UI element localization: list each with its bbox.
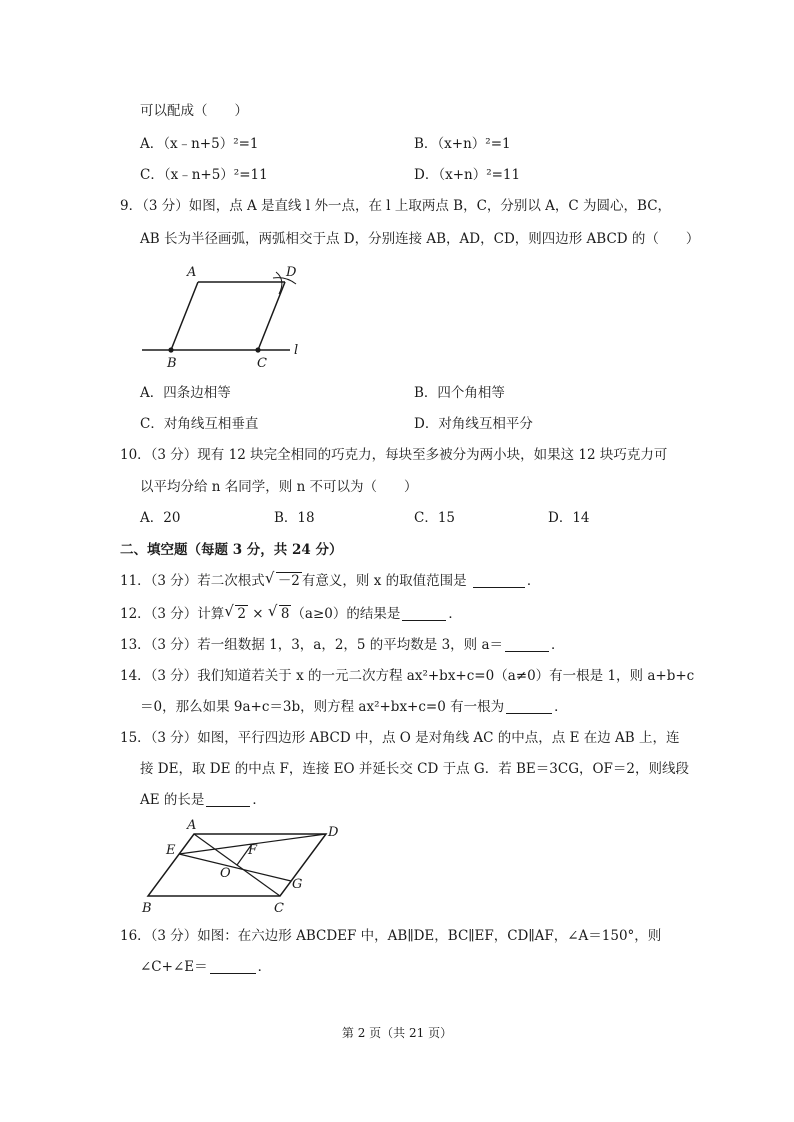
- q8-option-b-text: （x+n）²=1: [437, 136, 511, 152]
- q9-label-c: C: [257, 356, 267, 371]
- q14-line1: 14．（3 分）我们知道若关于 x 的一元二次方程 ax²+bx+c=0（a≠0）有一根是 1，则 a+b+c: [120, 668, 695, 684]
- q13: [120, 635, 565, 655]
- q13-answer-blank[interactable]: [505, 637, 549, 652]
- q11: [120, 571, 540, 591]
- q12-radical-1: [226, 604, 248, 624]
- q8-option-b-label: B．: [414, 136, 438, 152]
- q8-option-b: [414, 134, 511, 154]
- q16-answer-blank[interactable]: [210, 959, 256, 974]
- q8-option-c: [140, 165, 268, 185]
- q12: [120, 604, 462, 624]
- q11-radical: [267, 571, 302, 591]
- section-title-fill-in: 二、填空题（每题 3 分，共 24 分）: [120, 542, 343, 558]
- q9-segment-ab: [171, 282, 198, 350]
- q8-continuation: 可以配成（ ）: [140, 103, 248, 119]
- q14-line2: [140, 697, 568, 717]
- q12-times: ×: [252, 606, 264, 622]
- q13-end: ．: [551, 637, 565, 653]
- q12-answer-blank[interactable]: [402, 606, 446, 621]
- q8-option-d-text: （x+n）²=11: [438, 167, 521, 183]
- q11-suffix: 有意义，则 x 的取值范围是: [301, 573, 467, 589]
- q14-answer-blank[interactable]: [506, 699, 552, 714]
- q10-option-b: B．18: [274, 510, 315, 526]
- q15-answer-blank[interactable]: [206, 792, 250, 807]
- q9-point-b: [168, 347, 173, 352]
- q9-option-d: D．对角线互相平分: [414, 416, 533, 432]
- q9-point-c: [255, 347, 260, 352]
- q10-option-d: D．14: [548, 510, 590, 526]
- page-footer: 第 2 页（共 21 页）: [341, 1026, 453, 1040]
- q9-option-b: B．四个角相等: [414, 385, 505, 401]
- q9-line2: AB 长为半径画弧，两弧相交于点 D，分别连接 AB，AD，CD，则四边形 ABCD 的（ ）: [140, 231, 700, 247]
- q9-label-l: l: [294, 343, 299, 358]
- q15-label-f: F: [248, 843, 258, 858]
- q9-label-d: D: [286, 265, 297, 280]
- q9-line1: 9．（3 分）如图，点 A 是直线 l 外一点，在 l 上取两点 B，C，分别以 A，C 为圆心，BC，: [120, 198, 672, 214]
- q8-option-c-label: C．: [140, 167, 164, 183]
- q16-line2-text: ∠C+∠E＝: [140, 959, 208, 975]
- q9-option-c: C．对角线互相垂直: [140, 416, 259, 432]
- q11-answer-blank[interactable]: [473, 573, 525, 588]
- q8-option-c-text: （x﹣n+5）²=11: [163, 167, 268, 183]
- q8-option-a-text: （x﹣n+5）²=1: [163, 136, 259, 152]
- q15-line3: [140, 790, 266, 810]
- q15-end: ．: [252, 792, 266, 808]
- q9-figure: [130, 258, 330, 373]
- q9-option-a: A．四条边相等: [140, 385, 231, 401]
- q12-suffix: （a≥0）的结果是: [291, 606, 401, 622]
- q12-end: ．: [448, 606, 462, 622]
- q11-prefix: 11．（3 分）若二次根式: [120, 573, 265, 589]
- q15-label-e: E: [166, 843, 176, 858]
- q15-line3-text: AE 的长是: [140, 792, 205, 808]
- q12-radicand-2: 8: [280, 606, 290, 622]
- q10-line1: 10．（3 分）现有 12 块完全相同的巧克力，每块至多被分为两小块，如果这 12 块巧克力可: [120, 447, 668, 463]
- q8-option-a: [140, 134, 259, 154]
- q16-line2: [140, 957, 271, 977]
- q12-prefix: 12．（3 分）计算: [120, 606, 225, 622]
- q11-end: ．: [526, 573, 541, 589]
- q15-label-b: B: [142, 901, 152, 916]
- q9-segment-cd: [258, 282, 285, 350]
- q10-option-a: A．20: [140, 510, 181, 526]
- q16-line1: 16．（3 分）如图：在六边形 ABCDEF 中，AB∥DE，BC∥EF，CD∥AF，∠A＝150°，则: [120, 928, 662, 944]
- q13-text: 13．（3 分）若一组数据 1，3，a，2，5 的平均数是 3，则 a＝: [120, 637, 504, 653]
- q11-radicand: －2: [277, 573, 300, 589]
- q9-label-a: A: [187, 265, 197, 280]
- q15-label-g: G: [292, 877, 303, 892]
- q16-end: ．: [257, 959, 272, 975]
- q14-end: ．: [554, 699, 568, 715]
- q8-option-a-label: A．: [140, 136, 164, 152]
- q10-line2: 以平均分给 n 名同学，则 n 不可以为（ ）: [140, 479, 418, 495]
- q15-line2: 接 DE，取 DE 的中点 F，连接 EO 并延长交 CD 于点 G．若 BE＝3CG，OF＝2，则线段: [140, 761, 689, 777]
- q15-label-c: C: [274, 901, 284, 916]
- q15-segment-eg: [179, 854, 291, 881]
- q14-line2-text: ＝0，那么如果 9a+c＝3b，则方程 ax²+bx+c=0 有一根为: [140, 699, 505, 715]
- q15-label-o: O: [220, 866, 231, 881]
- q9-label-b: B: [167, 356, 177, 371]
- q12-radicand-1: 2: [237, 606, 246, 622]
- q15-line1: 15．（3 分）如图，平行四边形 ABCD 中，点 O 是对角线 AC 的中点，点 E 在边 AB 上，连: [120, 730, 680, 746]
- q10-option-c: C．15: [414, 510, 456, 526]
- q15-figure: [134, 814, 344, 920]
- q12-radical-2: [270, 604, 292, 624]
- q15-label-a: A: [187, 818, 197, 833]
- q15-label-d: D: [328, 825, 339, 840]
- q8-option-d-label: D．: [414, 167, 439, 183]
- q8-option-d: [414, 165, 520, 185]
